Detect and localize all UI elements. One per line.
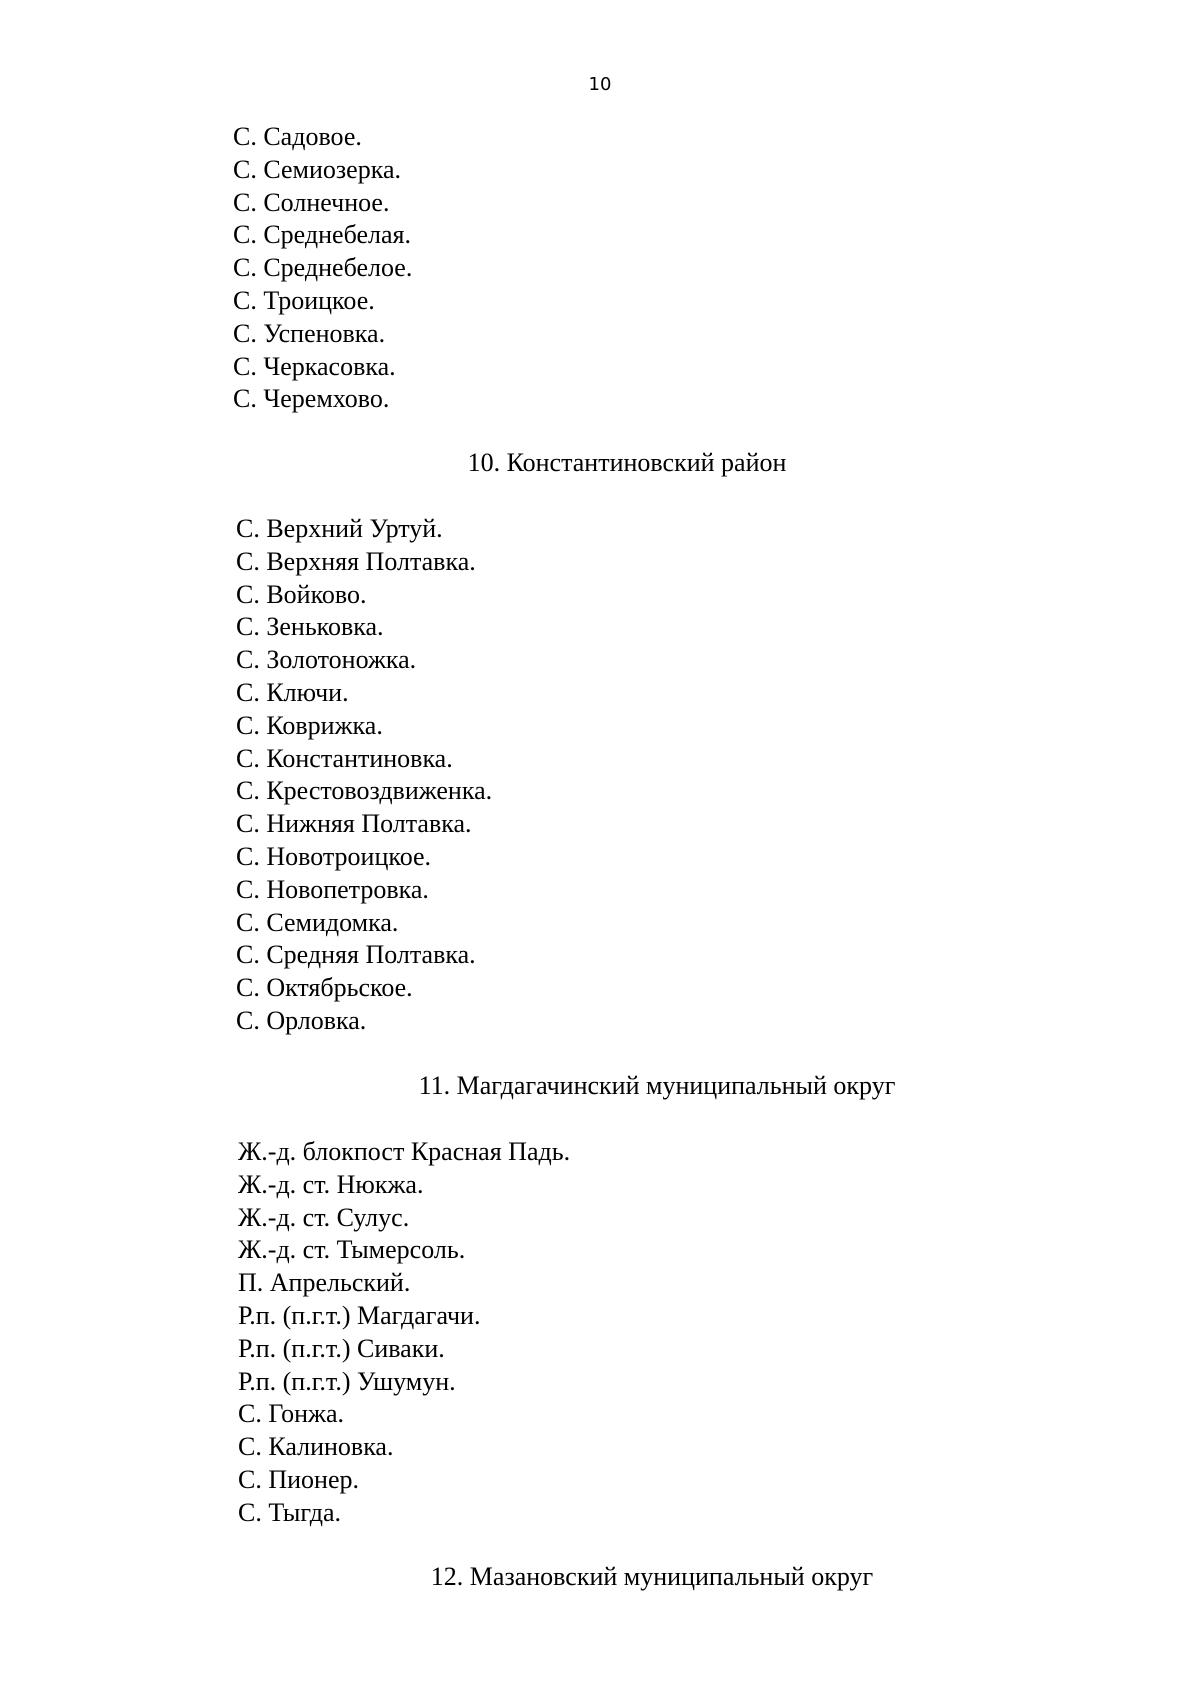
settlement-list [233,121,412,416]
section-heading: 11. Магдагачинский муниципальный округ [418,1071,896,1100]
list-item: Р.п. (п.г.т.) Магдагачи. [238,1300,481,1330]
list-item: С. Среднебелая. [233,220,411,250]
settlement-list [236,513,492,1038]
list-item: С. Пионер. [238,1464,359,1494]
list-item: С. Семидомка. [236,907,399,937]
list-item: С. Новопетровка. [236,874,429,904]
list-item: С. Коврижка. [236,710,383,740]
list-item: С. Зеньковка. [236,612,384,642]
list-item: Ж.-д. ст. Сулус. [238,1202,410,1232]
list-item: Ж.-д. блокпост Красная Падь. [238,1137,571,1166]
section-heading: 12. Мазановский муниципальный округ [430,1562,874,1591]
list-item: Ж.-д. ст. Нюкжа. [238,1169,424,1199]
list-item: Р.п. (п.г.т.) Сиваки. [238,1333,445,1363]
list-item: С. Садовое. [233,122,362,151]
list-item: П. Апрельский. [238,1268,411,1298]
list-item: С. Верхний Уртуй. [236,514,443,543]
list-item: С. Среднебелое. [233,253,413,283]
list-item: С. Новотроицкое. [236,841,432,871]
list-item: С. Константиновка. [236,743,453,773]
list-item: С. Солнечное. [233,187,390,217]
list-item: С. Троицкое. [233,285,375,315]
list-item: С. Войково. [236,579,367,609]
list-item: Ж.-д. ст. Тымерсоль. [238,1235,466,1265]
list-item: С. Успеновка. [233,318,386,348]
list-item: С. Крестовоздвиженка. [236,776,493,806]
list-item: С. Черемхово. [233,384,390,414]
list-item: Р.п. (п.г.т.) Ушумун. [238,1366,456,1396]
list-item: С. Ключи. [236,677,349,707]
list-item: С. Октябрьское. [236,973,413,1003]
list-item: С. Орловка. [236,1005,367,1035]
list-item: С. Нижняя Полтавка. [236,809,472,839]
settlement-list [238,1136,570,1530]
list-item: С. Тыгда. [238,1497,342,1527]
list-item: С. Верхняя Полтавка. [236,546,476,576]
list-item: С. Гонжа. [238,1399,345,1429]
section-heading: 10. Константиновский район [467,448,787,477]
list-item: С. Золотоножка. [236,645,417,675]
list-item: С. Калиновка. [238,1432,394,1462]
list-item: С. Семиозерка. [233,154,401,184]
list-item: С. Черкасовка. [233,351,396,381]
page-number: 10 [588,74,612,95]
list-item: С. Средняя Полтавка. [236,940,476,970]
